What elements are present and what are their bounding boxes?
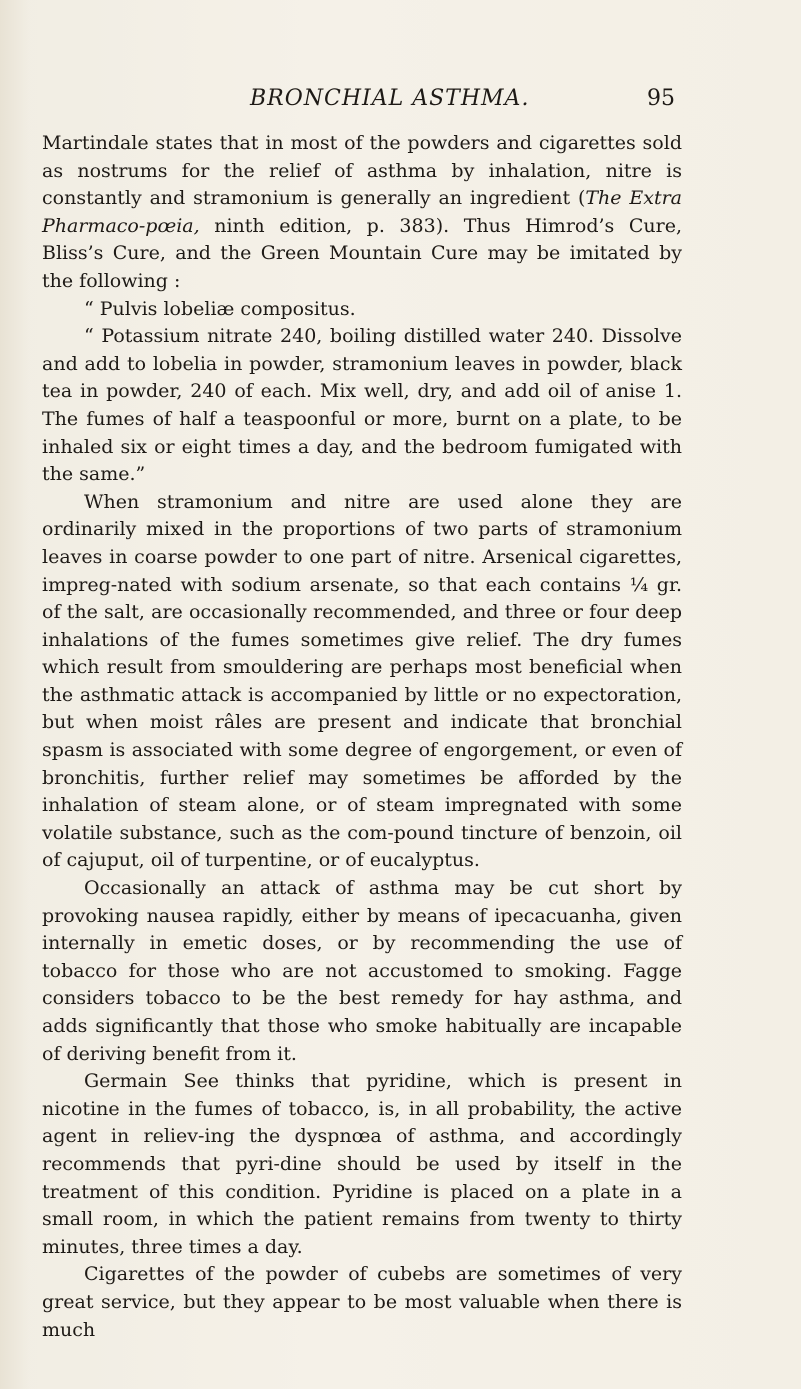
body-text xyxy=(42,130,682,1344)
paragraph-stramonium: When stramonium and nitre are used alone they are ordinarily mixed in the proportions of two parts of stramonium leaves in coarse powder to one part of nitre. Arsenical cigarettes, impreg-nated with sodium arsenate, so that each contains ⅟₄ gr. of the salt, are occasionally recommended, and three or four deep inhalations of the fumes sometimes give relief. The dry fumes which result from smouldering are perhaps most beneficial when the asthmatic attack is accompanied by little or no expectoration, but when moist râles are present and indicate that bronchial spasm is associated with some degree of engorgement, or even of bronchitis, further relief may sometimes be afforded by the inhalation of steam alone, or of steam impregnated with some volatile substance, such as the com-pound tincture of benzoin, oil of cajuput, oil of turpentine, or of eucalyptus. xyxy=(42,490,682,872)
running-title: BRONCHIAL ASTHMA. xyxy=(250,86,530,111)
paragraph-nausea: Occasionally an attack of asthma may be cut short by provoking nausea rapidly, either by means of ipecacuanha, given internally in emetic doses, or by recommending the use of tobacco for those who are not accustomed to smoking. Fagge considers tobacco to be the best remedy for hay asthma, and adds significantly that those who smoke habitually are incapable of deriving benefit from it. xyxy=(42,877,682,1065)
paragraph-cubebs: Cigarettes of the powder of cubebs are sometimes of very great service, but they appear to be most valuable when there is much xyxy=(42,1263,682,1341)
paragraph-text: Martindale states that in most of the powders and cigarettes sold as nostrums for the relief of asthma by inhalation, nitre is constantly and stramonium is generally an ingredient ( xyxy=(42,132,682,210)
paragraph-martindale xyxy=(42,130,682,296)
paragraph-formula-title: “ Pulvis lobeliæ compositus. xyxy=(84,297,356,320)
paragraph-formula: “ Potassium nitrate 240, boiling distilled water 240. Dissolve and add to lobelia in powder, stramonium leaves in powder, black tea in powder, 240 of each. Mix well, dry, and add oil of anise 1. The fumes of half a teaspoonful or more, burnt on a plate, to be inhaled six or eight times a day, and the bedroom fumigated with the same.” xyxy=(42,325,682,486)
page-header xyxy=(250,86,675,120)
page-number: 95 xyxy=(647,86,675,111)
paragraph-pyridine: Germain See thinks that pyridine, which is present in nicotine in the fumes of tobacco, is, in all probability, the active agent in reliev-ing the dyspnœa of asthma, and accordingly recommends that pyri-dine should be used by itself in the treatment of this condition. Pyridine is placed on a plate in a small room, in which the patient remains from twenty to thirty minutes, three times a day. xyxy=(42,1070,682,1258)
book-citation: The Extra Pharmaco-pœia, xyxy=(42,187,682,237)
paragraph-text: ninth edition, p. 383). Thus Himrod’s Cure, Bliss’s Cure, and the Green Mountain Cure may be imitated by the following : xyxy=(42,214,682,292)
